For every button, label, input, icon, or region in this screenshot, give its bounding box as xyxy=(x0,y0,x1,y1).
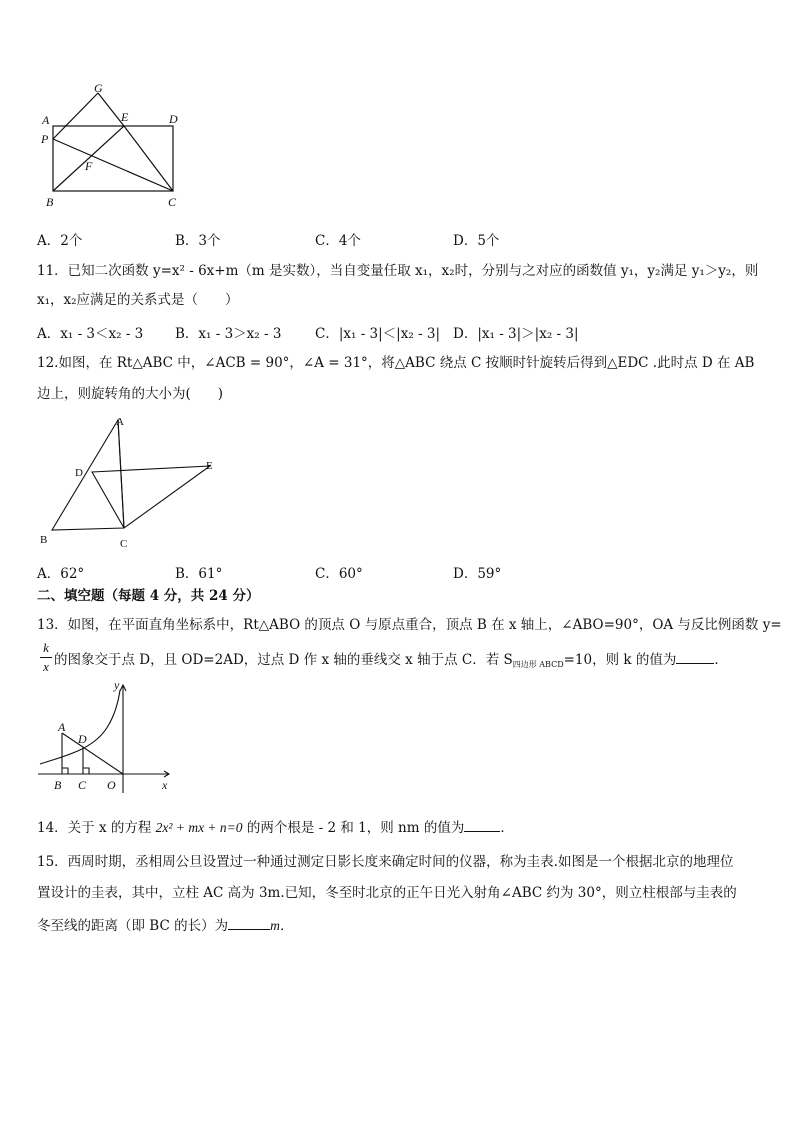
label-a: A xyxy=(58,720,66,734)
q10-option-b[interactable]: B．3个 xyxy=(175,233,221,249)
q12-option-c[interactable]: C．60° xyxy=(315,566,363,582)
hyperbola-curve xyxy=(40,690,120,764)
q15-answer-blank[interactable] xyxy=(228,915,270,930)
q15-text-b: m． xyxy=(270,918,294,933)
label-y: y xyxy=(114,678,120,692)
q10-option-d[interactable]: D．5个 xyxy=(453,233,500,249)
q15-stem-line2: 置设计的圭表，其中，立柱 AC 高为 3m.已知，冬至时北京的正午日光入射角∠ABC 约为 30°，则立柱根部与圭表的 xyxy=(37,885,737,901)
q11-options xyxy=(37,322,757,342)
label-g: G xyxy=(94,82,103,95)
label-c: C xyxy=(78,778,87,792)
q10-options xyxy=(37,229,757,249)
label-e: E xyxy=(121,110,129,124)
q12-option-d[interactable]: D．59° xyxy=(453,566,502,582)
q13-stem-line1: 13．如图，在平面直角坐标系中，Rt△ABO 的顶点 O 与原点重合，顶点 B 在 x 轴上，∠ABO=90°，OA 与反比例函数 y= xyxy=(37,617,782,633)
q14-stem xyxy=(37,817,514,837)
label-a: A xyxy=(42,113,50,127)
q13-text-a: 的图象交于点 D，且 OD=2AD，过点 D 作 x 轴的垂线交 x 轴于点 C．若 S xyxy=(54,652,513,668)
label-c: C xyxy=(120,538,128,550)
q11-option-c[interactable]: C．|x₁ - 3|＜|x₂ - 3| xyxy=(315,326,441,342)
triangle-abc xyxy=(52,420,124,530)
segment-pg xyxy=(53,93,98,139)
label-d: D xyxy=(75,467,83,479)
q15-stem-line3 xyxy=(37,915,293,935)
q12-stem-line1: 12.如图，在 Rt△ABC 中，∠ACB = 90°，∠A = 31°，将△ABC 绕点 C 按顺时针旋转后得到△EDC .此时点 D 在 AB xyxy=(37,355,755,371)
q13-fraction-denominator: x xyxy=(43,659,49,674)
label-e: E xyxy=(206,460,213,472)
q13-text-b: =10，则 k 的值为 xyxy=(563,652,677,668)
q12-option-a[interactable]: A．62° xyxy=(37,566,85,582)
q15-stem-line1: 15．西周时期，丞相周公旦设置过一种通过测定日影长度来确定时间的仪器，称为圭表.如图是一个根据北京的地理位 xyxy=(37,854,734,870)
q11-option-a[interactable]: A．x₁ - 3＜x₂ - 3 xyxy=(37,326,144,342)
q10-option-c[interactable]: C．4个 xyxy=(315,233,361,249)
q13-fraction-bar xyxy=(40,657,52,658)
right-angle-b xyxy=(62,768,68,774)
label-c: C xyxy=(168,195,177,209)
q12-options xyxy=(37,562,757,582)
q13-figure xyxy=(34,676,184,796)
right-angle-c xyxy=(83,768,89,774)
q11-option-d[interactable]: D．|x₁ - 3|＞|x₂ - 3| xyxy=(453,326,579,342)
q13-stem-line2 xyxy=(54,649,728,674)
q11-stem-line2: x₁，x₂应满足的关系式是（ ） xyxy=(37,292,239,308)
q13-text-c: ． xyxy=(714,652,728,668)
label-o: O xyxy=(107,778,116,792)
q13-subscript: 四边形 ABCD xyxy=(512,660,564,669)
triangle-edc xyxy=(92,466,210,528)
q13-answer-blank[interactable] xyxy=(676,649,714,664)
label-p: P xyxy=(41,132,49,146)
section-title: 二、填空题（每题 4 分，共 24 分） xyxy=(37,588,260,604)
label-f: F xyxy=(85,159,93,173)
label-b: B xyxy=(40,534,48,546)
q10-figure xyxy=(30,82,190,212)
label-x: x xyxy=(162,778,168,792)
segment-pc xyxy=(53,139,173,191)
q12-option-b[interactable]: B．61° xyxy=(175,566,223,582)
q15-text-a: 冬至线的距离（即 BC 的长）为 xyxy=(37,918,229,934)
q14-text-end: ． xyxy=(500,820,514,836)
q11-option-b[interactable]: B．x₁ - 3＞x₂ - 3 xyxy=(175,326,282,342)
q11-stem-line1: 11．已知二次函数 y=x² - 6x+m（m 是实数），当自变量任取 x₁，x₂时，分别与之对应的函数值 y₁，y₂满足 y₁＞y₂，则 xyxy=(37,263,759,279)
q14-equation: 2x² + mx + n=0 xyxy=(155,820,243,835)
q12-stem-line2: 边上，则旋转角的大小为( ) xyxy=(37,386,224,402)
q14-text-post: 的两个根是 - 2 和 1，则 nm 的值为 xyxy=(242,820,465,836)
label-d: D xyxy=(169,112,178,126)
label-b: B xyxy=(54,778,62,792)
label-a: A xyxy=(116,416,124,428)
label-d: D xyxy=(78,732,87,746)
q10-option-a[interactable]: A．2个 xyxy=(37,233,83,249)
q13-fraction-numerator: k xyxy=(43,640,49,655)
q12-figure xyxy=(34,410,224,552)
q14-text-pre: 14．关于 x 的方程 xyxy=(37,820,156,836)
segment-ca xyxy=(118,420,124,528)
segment-ec xyxy=(124,126,173,191)
q14-answer-blank[interactable] xyxy=(464,817,500,832)
label-b: B xyxy=(46,195,54,209)
